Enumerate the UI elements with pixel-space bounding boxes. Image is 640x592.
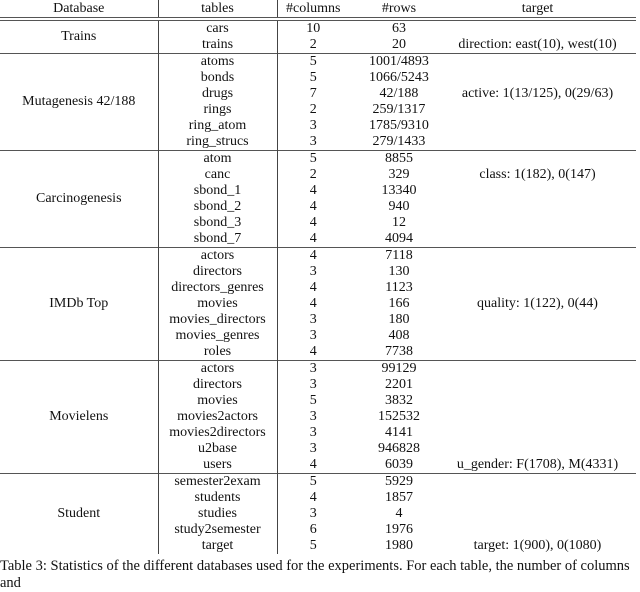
target-distribution: [449, 490, 636, 506]
header-rows: #rows: [381, 1, 417, 16]
table-row: [0, 54, 636, 71]
target-distribution: [449, 506, 636, 522]
header-target: target: [521, 1, 554, 16]
header-tables: tables: [158, 0, 277, 19]
row-count: 279/1433: [372, 134, 426, 149]
row-count: 2201: [385, 377, 413, 392]
row-count: 130: [388, 264, 410, 279]
row-count: 20: [392, 37, 406, 52]
column-count: 5: [309, 393, 317, 408]
column-count: 3: [309, 409, 317, 424]
target-distribution: class: 1(182), 0(147): [479, 167, 596, 182]
column-count: 6: [309, 522, 317, 537]
header-row: [0, 0, 636, 19]
table-name: atoms: [158, 54, 277, 71]
column-count: 4: [309, 280, 317, 295]
target-distribution: u_gender: F(1708), M(4331): [456, 457, 619, 472]
column-count: 4: [309, 199, 317, 214]
table-row: [0, 474, 636, 491]
target-distribution: [449, 474, 636, 491]
column-count: 5: [309, 151, 317, 166]
table-name: semester2exam: [158, 474, 277, 491]
target-distribution: [449, 54, 636, 71]
table-name: study2semester: [158, 522, 277, 538]
table-name: rings: [158, 102, 277, 118]
column-count: 3: [309, 506, 317, 521]
row-count: 4141: [385, 425, 413, 440]
database-name: Carcinogenesis: [0, 151, 158, 248]
column-count: 3: [309, 328, 317, 343]
table-name: canc: [158, 167, 277, 183]
target-distribution: [449, 393, 636, 409]
row-count: 1066/5243: [369, 70, 429, 85]
column-count: 4: [309, 231, 317, 246]
table-name: users: [158, 457, 277, 474]
row-count: 1976: [385, 522, 413, 537]
column-count: 4: [309, 457, 317, 472]
target-distribution: [449, 522, 636, 538]
table-name: roles: [158, 344, 277, 361]
database-name: Student: [0, 474, 158, 555]
table-name: directors_genres: [158, 280, 277, 296]
column-count: 4: [309, 248, 317, 263]
row-count: 1980: [385, 538, 413, 553]
row-count: 1785/9310: [369, 118, 429, 133]
column-count: 4: [309, 344, 317, 359]
target-distribution: [449, 377, 636, 393]
target-distribution: [449, 312, 636, 328]
target-distribution: direction: east(10), west(10): [458, 37, 617, 52]
column-count: 5: [309, 474, 317, 489]
row-count: 180: [388, 312, 410, 327]
table-name: movies_genres: [158, 328, 277, 344]
column-count: 4: [309, 215, 317, 230]
table-name: studies: [158, 506, 277, 522]
column-count: 3: [309, 441, 317, 456]
row-count: 940: [388, 199, 410, 214]
row-count: 7118: [385, 248, 413, 263]
row-count: 408: [388, 328, 410, 343]
database-name: IMDb Top: [0, 248, 158, 361]
column-count: 2: [309, 102, 317, 117]
database-name: Trains: [0, 19, 158, 54]
target-distribution: [449, 231, 636, 248]
table-body: [0, 19, 636, 554]
table-name: movies_directors: [158, 312, 277, 328]
table-name: actors: [158, 248, 277, 265]
target-distribution: [449, 409, 636, 425]
header-columns: #columns: [286, 1, 341, 16]
table-name: atom: [158, 151, 277, 168]
target-distribution: [449, 441, 636, 457]
table-name: ring_atom: [158, 118, 277, 134]
table-name: sbond_2: [158, 199, 277, 215]
table-name: sbond_7: [158, 231, 277, 248]
table-name: sbond_3: [158, 215, 277, 231]
row-count: 946828: [378, 441, 420, 456]
table-name: movies2directors: [158, 425, 277, 441]
row-count: 1857: [385, 490, 413, 505]
column-count: 5: [309, 54, 317, 69]
column-count: 5: [309, 70, 317, 85]
column-count: 4: [309, 490, 317, 505]
table-name: directors: [158, 377, 277, 393]
row-count: 1001/4893: [369, 54, 429, 69]
target-distribution: [449, 19, 636, 37]
table-name: target: [158, 538, 277, 554]
target-distribution: [449, 199, 636, 215]
column-count: 10: [306, 21, 321, 36]
target-distribution: active: 1(13/125), 0(29/63): [461, 86, 614, 101]
row-count: 4094: [385, 231, 413, 246]
column-count: 4: [309, 296, 317, 311]
column-count: 3: [309, 361, 317, 376]
row-count: 259/1317: [372, 102, 426, 117]
database-name: Mutagenesis 42/188: [0, 54, 158, 151]
column-count: 3: [309, 425, 317, 440]
row-count: 1123: [385, 280, 413, 295]
table-name: drugs: [158, 86, 277, 102]
column-count: 3: [309, 264, 317, 279]
target-distribution: [449, 118, 636, 134]
target-distribution: [449, 361, 636, 378]
target-distribution: [449, 151, 636, 168]
table-caption: Table 3: Statistics of the different databases used for the experiments. For each table, the number of columns and: [0, 558, 630, 591]
row-count: 12: [392, 215, 406, 230]
column-count: 7: [309, 86, 317, 101]
target-distribution: [449, 134, 636, 151]
table-name: u2base: [158, 441, 277, 457]
header-database: Database: [0, 0, 158, 19]
row-count: 13340: [381, 183, 417, 198]
target-distribution: target: 1(900), 0(1080): [473, 538, 602, 553]
table-name: trains: [158, 37, 277, 54]
table-name: students: [158, 490, 277, 506]
row-count: 63: [392, 21, 406, 36]
column-count: 4: [309, 183, 317, 198]
table-name: movies: [158, 393, 277, 409]
column-count: 3: [309, 118, 317, 133]
row-count: 329: [388, 167, 410, 182]
target-distribution: [449, 328, 636, 344]
table-row: [0, 248, 636, 265]
table-row: [0, 361, 636, 378]
row-count: 152532: [378, 409, 420, 424]
row-count: 3832: [385, 393, 413, 408]
target-distribution: [449, 70, 636, 86]
table-name: movies: [158, 296, 277, 312]
column-count: 2: [309, 37, 317, 52]
target-distribution: [449, 344, 636, 361]
target-distribution: [449, 264, 636, 280]
table-name: cars: [158, 19, 277, 37]
column-count: 3: [309, 312, 317, 327]
target-distribution: quality: 1(122), 0(44): [477, 296, 598, 311]
target-distribution: [449, 215, 636, 231]
table-name: actors: [158, 361, 277, 378]
row-count: 5929: [385, 474, 413, 489]
row-count: 166: [388, 296, 410, 311]
row-count: 99129: [381, 361, 417, 376]
target-distribution: [449, 248, 636, 265]
table-name: directors: [158, 264, 277, 280]
row-count: 42/188: [379, 86, 419, 101]
database-name: Movielens: [0, 361, 158, 474]
table-name: bonds: [158, 70, 277, 86]
row-count: 8855: [385, 151, 413, 166]
table-row: [0, 19, 636, 37]
table-name: movies2actors: [158, 409, 277, 425]
row-count: 6039: [385, 457, 413, 472]
row-count: 4: [395, 506, 403, 521]
table-row: [0, 151, 636, 168]
target-distribution: [449, 102, 636, 118]
row-count: 7738: [385, 344, 413, 359]
table-name: sbond_1: [158, 183, 277, 199]
target-distribution: [449, 425, 636, 441]
target-distribution: [449, 183, 636, 199]
column-count: 5: [309, 538, 317, 553]
table-name: ring_strucs: [158, 134, 277, 151]
column-count: 2: [309, 167, 317, 182]
column-count: 3: [309, 377, 317, 392]
column-count: 3: [309, 134, 317, 149]
target-distribution: [449, 280, 636, 296]
